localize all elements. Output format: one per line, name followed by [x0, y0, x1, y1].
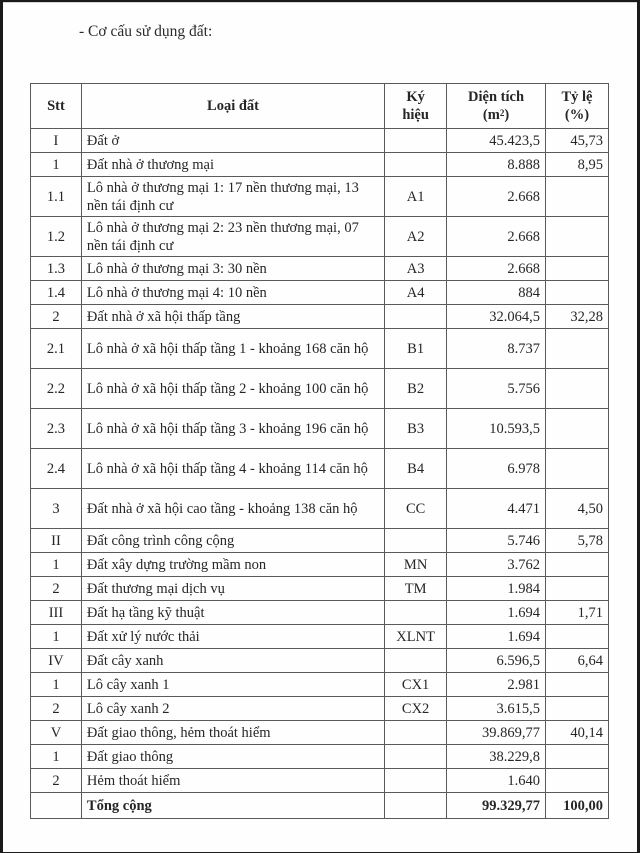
header-area [447, 84, 546, 129]
row-code: XLNT [385, 625, 447, 649]
row-rate: 1,71 [546, 601, 609, 625]
table-total-row [31, 793, 609, 819]
header-area-unit: $(m^2)$ [482, 107, 510, 123]
row-land-type: Hẻm thoát hiểm [81, 769, 384, 793]
table-row [31, 305, 609, 329]
row-area: 4.471 [447, 489, 546, 529]
row-land-type: Lô nhà ở thương mại 4: 10 nền [81, 281, 384, 305]
row-land-type: Lô cây xanh 2 [81, 697, 384, 721]
row-code [385, 721, 447, 745]
header-rate [546, 84, 609, 129]
row-rate: 8,95 [546, 153, 609, 177]
header-rate-line2: (%) [564, 107, 590, 123]
row-land-type: Đất giao thông, hẻm thoát hiểm [81, 721, 384, 745]
row-land-type: Đất xử lý nước thải [81, 625, 384, 649]
row-land-type: Lô nhà ở xã hội thấp tầng 2 - khoảng 100 căn hộ [81, 369, 384, 409]
row-area: 8.888 [447, 153, 546, 177]
row-rate: 32,28 [546, 305, 609, 329]
row-land-type: Lô nhà ở thương mại 3: 30 nền [81, 257, 384, 281]
row-rate: 5,78 [546, 529, 609, 553]
table-row [31, 529, 609, 553]
row-stt: 1.3 [31, 257, 82, 281]
row-area: 1.640 [447, 769, 546, 793]
table-row [31, 369, 609, 409]
row-stt: 1.2 [31, 217, 82, 257]
table-row [31, 601, 609, 625]
row-code [385, 529, 447, 553]
row-code: CX2 [385, 697, 447, 721]
table-row [31, 721, 609, 745]
row-code: B3 [385, 409, 447, 449]
row-rate [546, 449, 609, 489]
row-stt: 1 [31, 153, 82, 177]
row-land-type: Lô nhà ở xã hội thấp tầng 4 - khoảng 114 căn hộ [81, 449, 384, 489]
row-area: 10.593,5 [447, 409, 546, 449]
table-row [31, 625, 609, 649]
row-code [385, 649, 447, 673]
row-stt: 2 [31, 769, 82, 793]
row-area: 884 [447, 281, 546, 305]
row-code: A1 [385, 177, 447, 217]
row-code [385, 153, 447, 177]
table-header-row [31, 84, 609, 129]
table-row [31, 153, 609, 177]
row-rate [546, 217, 609, 257]
row-stt: 1 [31, 673, 82, 697]
row-stt: II [31, 529, 82, 553]
table-row [31, 649, 609, 673]
table-row [31, 329, 609, 369]
row-code: B4 [385, 449, 447, 489]
row-stt: 1.1 [31, 177, 82, 217]
row-rate: 40,14 [546, 721, 609, 745]
section-heading: - Cơ cấu sử dụng đất: [79, 23, 213, 40]
row-area: 3.615,5 [447, 697, 546, 721]
table-row [31, 409, 609, 449]
row-area: 2.668 [447, 257, 546, 281]
row-land-type: Đất công trình công cộng [81, 529, 384, 553]
row-code: B1 [385, 329, 447, 369]
row-land-type: Đất hạ tầng kỹ thuật [81, 601, 384, 625]
row-area: 1.694 [447, 601, 546, 625]
table-row [31, 449, 609, 489]
row-land-type: Đất ở [81, 129, 384, 153]
row-land-type: Lô nhà ở xã hội thấp tầng 1 - khoảng 168 căn hộ [81, 329, 384, 369]
row-code: A2 [385, 217, 447, 257]
row-land-type: Lô nhà ở thương mại 2: 23 nền thương mại, 07 nền tái định cư [81, 217, 384, 257]
table-row [31, 553, 609, 577]
header-code [385, 84, 447, 129]
row-area: 8.737 [447, 329, 546, 369]
row-land-type: Lô nhà ở xã hội thấp tầng 3 - khoảng 196 căn hộ [81, 409, 384, 449]
row-code: A4 [385, 281, 447, 305]
row-rate: 45,73 [546, 129, 609, 153]
row-stt: IV [31, 649, 82, 673]
row-stt: 2 [31, 577, 82, 601]
row-code [385, 129, 447, 153]
row-area: 2.668 [447, 177, 546, 217]
row-stt: I [31, 129, 82, 153]
row-land-type: Lô cây xanh 1 [81, 673, 384, 697]
row-area: 6.978 [447, 449, 546, 489]
row-code: CC [385, 489, 447, 529]
header-stt: Stt [31, 84, 82, 129]
row-land-type: Đất giao thông [81, 745, 384, 769]
table-row [31, 577, 609, 601]
row-stt: 1 [31, 625, 82, 649]
row-land-type: Đất nhà ở xã hội thấp tầng [81, 305, 384, 329]
row-stt: 2.4 [31, 449, 82, 489]
row-land-type: Đất thương mại dịch vụ [81, 577, 384, 601]
row-stt: 2.2 [31, 369, 82, 409]
row-area: 5.756 [447, 369, 546, 409]
document-page [3, 2, 637, 852]
row-rate [546, 409, 609, 449]
row-code [385, 769, 447, 793]
header-area-line1: Diện tích [468, 89, 525, 105]
row-area: 5.746 [447, 529, 546, 553]
total-rate: 100,00 [546, 793, 609, 819]
table-row [31, 745, 609, 769]
row-area: 1.694 [447, 625, 546, 649]
row-stt: 1 [31, 553, 82, 577]
row-rate [546, 257, 609, 281]
row-rate [546, 281, 609, 305]
row-area: 6.596,5 [447, 649, 546, 673]
row-rate [546, 697, 609, 721]
row-rate [546, 369, 609, 409]
table-row [31, 489, 609, 529]
row-stt: 2 [31, 305, 82, 329]
row-rate: 6,64 [546, 649, 609, 673]
row-land-type: Đất cây xanh [81, 649, 384, 673]
row-rate [546, 769, 609, 793]
row-land-type: Đất nhà ở xã hội cao tầng - khoảng 138 căn hộ [81, 489, 384, 529]
total-area: 99.329,77 [447, 793, 546, 819]
table-row [31, 217, 609, 257]
total-code [385, 793, 447, 819]
row-code: A3 [385, 257, 447, 281]
row-rate [546, 553, 609, 577]
table-row [31, 129, 609, 153]
row-code [385, 745, 447, 769]
row-stt: III [31, 601, 82, 625]
row-stt: 2.3 [31, 409, 82, 449]
row-code: TM [385, 577, 447, 601]
row-stt: 1.4 [31, 281, 82, 305]
header-land-type: Loại đất [81, 84, 384, 129]
row-area: 1.984 [447, 577, 546, 601]
row-code: MN [385, 553, 447, 577]
row-stt: 3 [31, 489, 82, 529]
header-rate-line1: Tỷ lệ [561, 89, 593, 105]
page-bottom-edge [3, 841, 637, 853]
table-row [31, 177, 609, 217]
row-area: 45.423,5 [447, 129, 546, 153]
row-area: 2.981 [447, 673, 546, 697]
table-row [31, 257, 609, 281]
row-stt: 2 [31, 697, 82, 721]
table-row [31, 697, 609, 721]
row-area: 32.064,5 [447, 305, 546, 329]
land-use-table [30, 83, 609, 819]
row-area: 38.229,8 [447, 745, 546, 769]
header-code-line1: Ký [406, 89, 425, 105]
row-rate [546, 745, 609, 769]
row-area: 2.668 [447, 217, 546, 257]
row-code: B2 [385, 369, 447, 409]
table-row [31, 281, 609, 305]
row-area: 39.869,77 [447, 721, 546, 745]
total-stt [31, 793, 82, 819]
total-name: Tổng cộng [81, 793, 384, 819]
table-row [31, 673, 609, 697]
row-rate [546, 329, 609, 369]
row-stt: 2.1 [31, 329, 82, 369]
row-rate [546, 625, 609, 649]
row-stt: V [31, 721, 82, 745]
row-code [385, 601, 447, 625]
row-land-type: Đất nhà ở thương mại [81, 153, 384, 177]
row-rate [546, 673, 609, 697]
row-rate [546, 177, 609, 217]
row-code [385, 305, 447, 329]
row-stt: 1 [31, 745, 82, 769]
row-rate [546, 577, 609, 601]
header-code-line2: hiệu [402, 107, 429, 123]
row-code: CX1 [385, 673, 447, 697]
row-area: 3.762 [447, 553, 546, 577]
row-land-type: Đất xây dựng trường mầm non [81, 553, 384, 577]
table-row [31, 769, 609, 793]
row-land-type: Lô nhà ở thương mại 1: 17 nền thương mại, 13 nền tái định cư [81, 177, 384, 217]
row-rate: 4,50 [546, 489, 609, 529]
